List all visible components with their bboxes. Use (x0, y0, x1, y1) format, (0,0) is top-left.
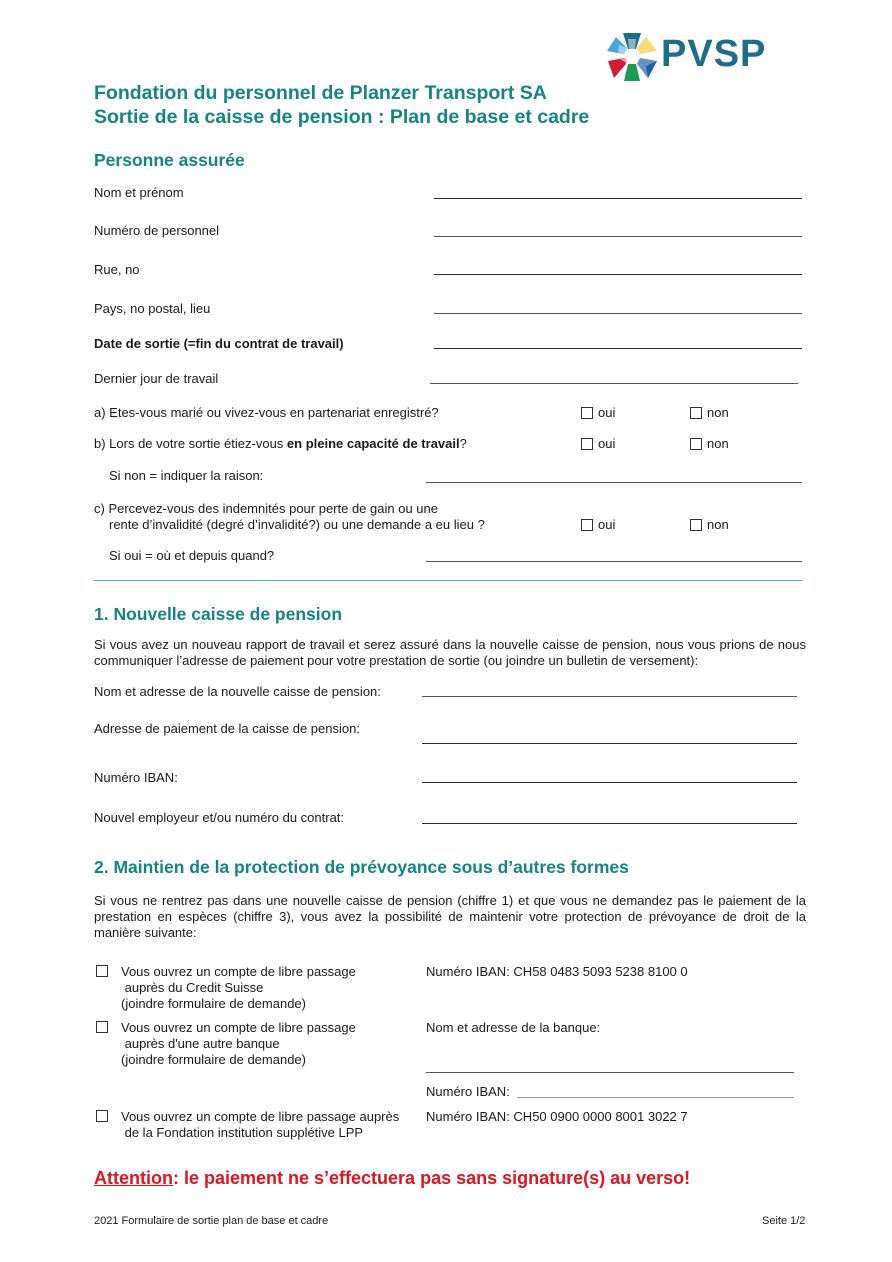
option-autre-banque: Vous ouvrez un compte de libre passage auprès d'une autre banque (joindre formulaire de demande) (121, 1020, 356, 1067)
checkbox-icon[interactable] (581, 519, 593, 531)
document-title-line1: Fondation du personnel de Planzer Transport SA (94, 82, 547, 104)
checkbox-c-non[interactable]: non (690, 517, 729, 532)
checkbox-icon[interactable] (690, 407, 702, 419)
input-raison[interactable] (426, 482, 802, 483)
label-adresse-paiement: Adresse de paiement de la caisse de pension: (94, 721, 360, 736)
section1-intro: Si vous avez un nouveau rapport de travail et serez assuré dans la nouvelle caisse de pension, nous vous prions de nous communiquer l’adresse de paiement pour votre prestation de sortie (ou joindre un bulletin de versement): (94, 637, 806, 668)
option-institution-suppletive: Vous ouvrez un compte de libre passage auprès de la Fondation institution supplétive LPP (121, 1109, 400, 1140)
label-ou-depuis-quand: Si oui = où et depuis quand? (109, 548, 275, 563)
label-raison: Si non = indiquer la raison: (109, 468, 264, 483)
option-credit-suisse: Vous ouvrez un compte de libre passage auprès du Credit Suisse (joindre formulaire de demande) (121, 964, 356, 1011)
label-nom-adresse-caisse: Nom et adresse de la nouvelle caisse de pension: (94, 684, 381, 699)
checkbox-a-non[interactable]: non (690, 405, 729, 420)
input-dernier-jour[interactable] (430, 383, 798, 384)
label-nom-prenom: Nom et prénom (94, 185, 184, 200)
section-heading-personne: Personne assurée (94, 150, 245, 170)
label-date-sortie: Date de sortie (=fin du contrat de travail) (94, 336, 344, 351)
input-ou-depuis-quand[interactable] (426, 561, 802, 562)
label-numero-personnel: Numéro de personnel (94, 223, 220, 238)
input-iban-autre-banque[interactable] (517, 1097, 794, 1098)
attention-label: Attention (94, 1168, 173, 1188)
iban-credit-suisse: Numéro IBAN: CH58 0483 5093 5238 8100 0 (426, 964, 688, 979)
checkbox-icon[interactable] (581, 438, 593, 450)
checkbox-option-credit-suisse[interactable] (96, 965, 108, 977)
question-c-line1: c) Percevez-vous des indemnités pour perte de gain ou une (94, 501, 438, 516)
document-title-line2: Sortie de la caisse de pension : Plan de base et cadre (94, 106, 590, 128)
label-iban-autre-banque: Numéro IBAN: (426, 1084, 510, 1099)
input-nom-adresse-banque[interactable] (426, 1072, 794, 1073)
label-iban-caisse: Numéro IBAN: (94, 770, 178, 785)
label-nom-adresse-banque: Nom et adresse de la banque: (426, 1020, 601, 1035)
checkbox-a-oui[interactable]: oui (581, 405, 615, 420)
input-nouvel-employeur[interactable] (422, 823, 797, 824)
footer-document-name: 2021 Formulaire de sortie plan de base et cadre (94, 1215, 329, 1227)
label-rue: Rue, no (94, 262, 140, 277)
iban-institution-suppletive: Numéro IBAN: CH50 0900 0000 8001 3022 7 (426, 1109, 688, 1124)
input-pays-npa-lieu[interactable] (434, 313, 802, 314)
question-c-line2: rente d’invalidité (degré d’invalidité?) ou une demande a eu lieu ? (109, 517, 485, 532)
label-pays-npa-lieu: Pays, no postal, lieu (94, 301, 211, 316)
input-date-sortie[interactable] (434, 348, 802, 349)
question-a: a) Etes-vous marié ou vivez-vous en partenariat enregistré? (94, 405, 439, 420)
checkbox-c-oui[interactable]: oui (581, 517, 615, 532)
question-b: b) Lors de votre sortie étiez-vous en pleine capacité de travail? (94, 436, 467, 451)
checkbox-icon[interactable] (690, 438, 702, 450)
input-nom-prenom[interactable] (434, 198, 802, 199)
label-nouvel-employeur: Nouvel employeur et/ou numéro du contrat: (94, 810, 345, 825)
section-heading-nouvelle-caisse: 1. Nouvelle caisse de pension (94, 604, 343, 624)
logo-text: PVSP (661, 33, 767, 75)
attention-warning (94, 1168, 690, 1189)
attention-text: : le paiement ne s’effectuera pas sans signature(s) au verso! (172, 1168, 691, 1188)
checkbox-icon[interactable] (690, 519, 702, 531)
pvsp-logo (606, 31, 776, 83)
checkbox-b-oui[interactable]: oui (581, 436, 615, 451)
checkbox-b-non[interactable]: non (690, 436, 729, 451)
checkbox-icon[interactable] (581, 407, 593, 419)
section-heading-maintien: 2. Maintien de la protection de prévoyance sous d’autres formes (94, 857, 629, 877)
input-numero-personnel[interactable] (434, 236, 802, 237)
input-rue[interactable] (434, 274, 802, 275)
checkbox-option-autre-banque[interactable] (96, 1021, 108, 1033)
input-adresse-paiement[interactable] (422, 743, 797, 744)
label-dernier-jour: Dernier jour de travail (94, 371, 219, 386)
section2-intro: Si vous ne rentrez pas dans une nouvelle caisse de pension (chiffre 1) et que vous ne demandez pas le paiement de la prestation en espèces (chiffre 3), vous avez la possibilité de maintenir votre protection de prévoyance de droit de la manière suivante: (94, 893, 806, 940)
input-nom-adresse-caisse[interactable] (422, 696, 797, 697)
flower-logo-icon (606, 31, 658, 83)
input-iban-caisse[interactable] (422, 782, 797, 783)
checkbox-option-institution-suppletive[interactable] (96, 1110, 108, 1122)
section-divider (94, 580, 802, 581)
footer-page-number: Seite 1/2 (762, 1215, 806, 1227)
